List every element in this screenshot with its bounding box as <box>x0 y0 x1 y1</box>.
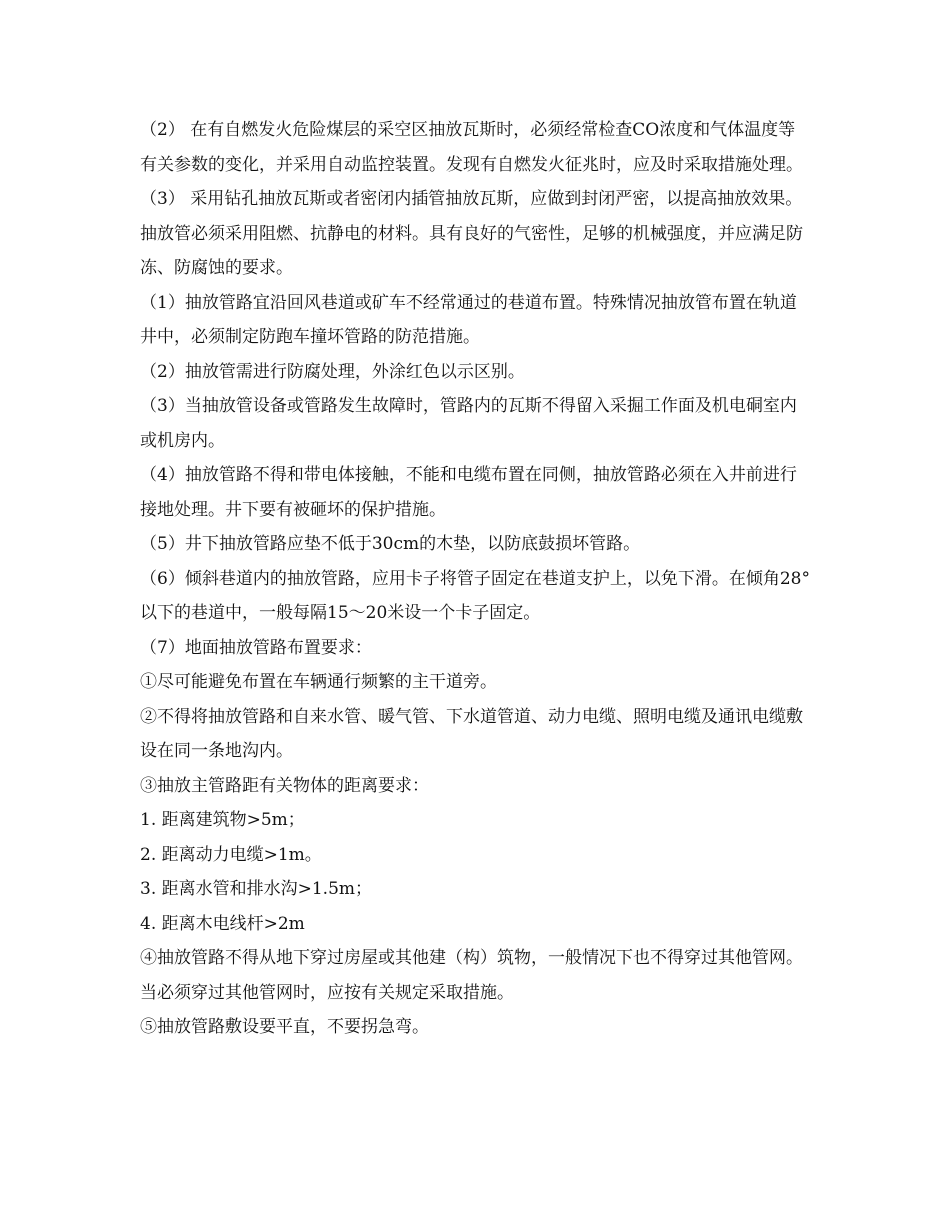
list-item-distance-wooden-pole: 4. 距离木电线杆>2m <box>140 913 305 934</box>
list-item-no-crossing-buildings: ④抽放管路不得从地下穿过房屋或其他建（构）筑物，一般情况下也不得穿过其他管网。当必须穿过其他管网时，应按有关规定采取措施。 <box>140 948 803 1003</box>
paragraph-anticorrosion: （2）抽放管需进行防腐处理，外涂红色以示区别。 <box>140 361 525 382</box>
list-item-distance-requirements: ③抽放主管路距有关物体的距离要求： <box>140 775 429 796</box>
list-item-straight-laying: ⑤抽放管路敷设要平直，不要拐急弯。 <box>140 1017 429 1037</box>
list-item-distance-power-cable: 2. 距离动力电缆>1m。 <box>140 844 322 865</box>
paragraph-fault-handling: （3）当抽放管设备或管路发生故障时，管路内的瓦斯不得留入采掘工作面及机电硐室内或机房内。 <box>140 396 797 451</box>
list-item-avoid-main-road: ①尽可能避免布置在车辆通行频繁的主干道旁。 <box>140 672 497 692</box>
paragraph-borehole-sealing: （3） 采用钻孔抽放瓦斯或者密闭内插管抽放瓦斯，应做到封闭严密，以提高抽放效果。 <box>140 189 803 209</box>
paragraph-pipe-routing: （1）抽放管路宜沿回风巷道或矿车不经常通过的巷道布置。特殊情况抽放管布置在轨道井中，必须制定防跑车撞坏管路的防范措施。 <box>140 292 797 347</box>
list-item-distance-water-pipe: 3. 距离水管和排水沟>1.5m； <box>140 879 373 899</box>
document-body <box>140 113 812 1045</box>
paragraph-inclined-roadway: （6）倾斜巷道内的抽放管路，应用卡子将管子固定在巷道支护上，以免下滑。在倾角28° 以下的巷道中，一般每隔15～20米设一个卡子固定。 <box>140 568 810 623</box>
paragraph-wooden-pad: （5）井下抽放管路应垫不低于30cm的木垫，以防底鼓损坏管路。 <box>140 534 641 554</box>
paragraph-pipe-material: 抽放管必须采用阻燃、抗静电的材料。具有良好的气密性，足够的机械强度，并应满足防冻、防腐蚀的要求。 <box>140 223 803 278</box>
list-item-separate-trench: ②不得将抽放管路和自来水管、暖气管、下水道管道、动力电缆、照明电缆及通讯电缆敷设在同一条地沟内。 <box>140 706 803 761</box>
paragraph-grounding: （4）抽放管路不得和带电体接触，不能和电缆布置在同侧，抽放管路必须在入井前进行接地处理。井下要有被砸坏的保护措施。 <box>140 465 797 520</box>
list-item-distance-building: 1. 距离建筑物>5m； <box>140 810 305 830</box>
paragraph-surface-layout-heading: （7）地面抽放管路布置要求： <box>140 637 372 658</box>
paragraph-fire-risk-goaf: （2） 在有自燃发火危险煤层的采空区抽放瓦斯时，必须经常检查CO浓度和气体温度等有关参数的变化，并采用自动监控装置。发现有自燃发火征兆时，应及时采取措施处理。 <box>140 120 803 175</box>
